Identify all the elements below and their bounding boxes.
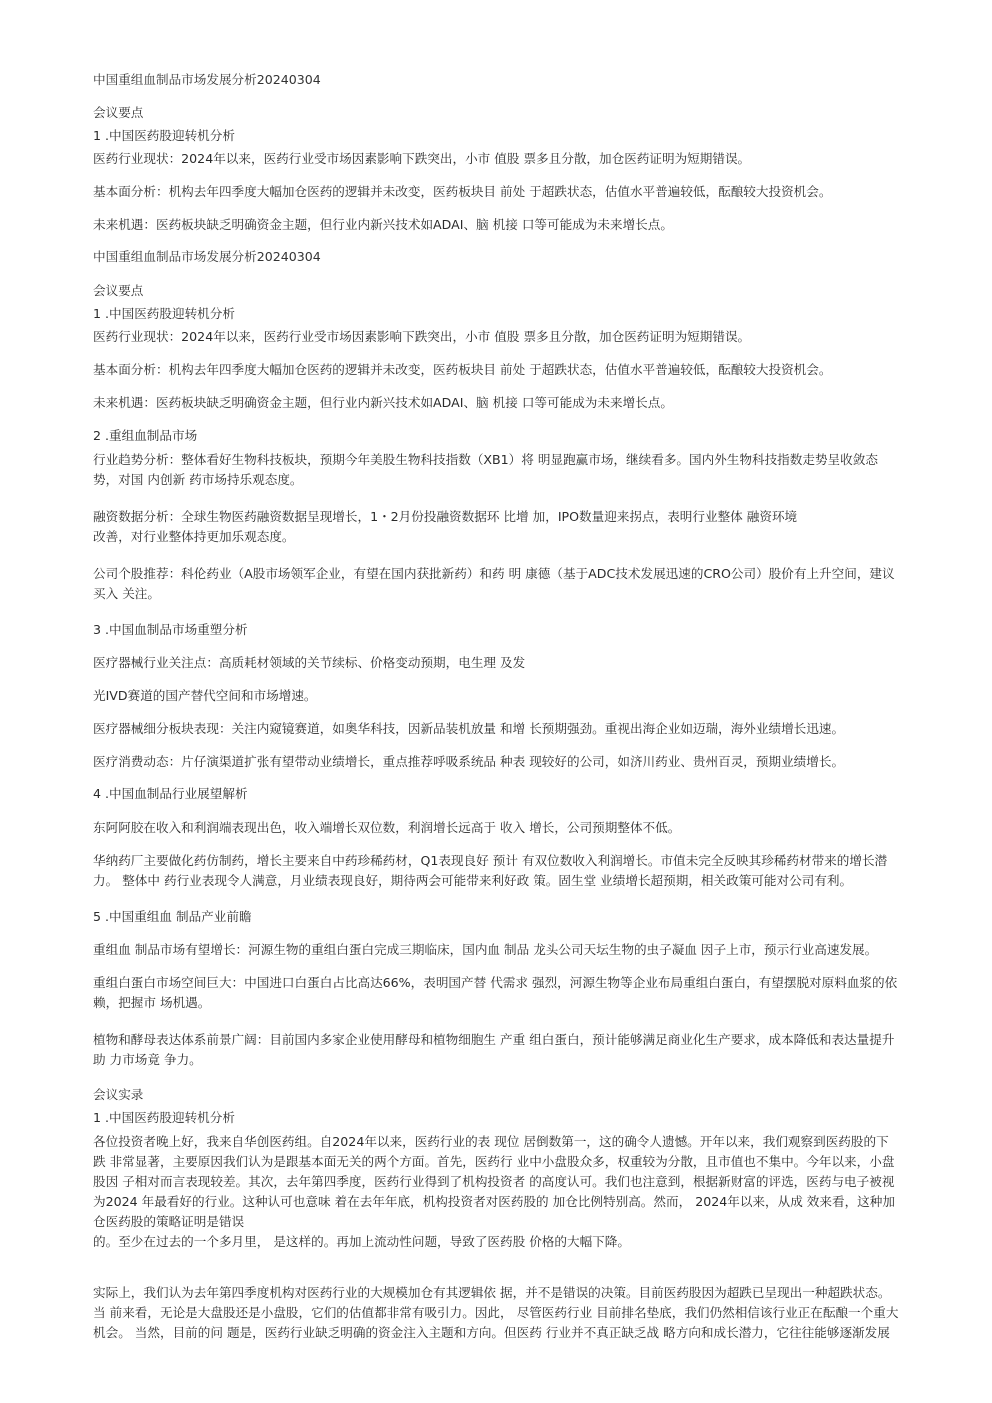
paragraph-line: 买入 关注。 [93,586,160,601]
paragraph-line: 实际上，我们认为去年第四季度机构对医药行业的大规模加仓有其逻辑依 据，并不是错误的决策。目前医药股因为超跌已呈现出一种超跌状态。 [93,1285,891,1300]
paragraph-device-segments: 医疗器械细分板块表现：关注内窥镜赛道，如奥华科技，因新品装机放量 和增 长预期强劲。重视出海企业如迈瑞，海外业绩增长迅速。 [93,721,845,736]
paragraph-line: 力。 整体中 药行业表现令人满意，月业绩表现良好，期待两会可能带来利好政 策。固生堂 业绩增长超预期，相关政策可能对公司有利。 [93,873,853,888]
paragraph-line: 改善，对行业整体持更加乐观态度。 [93,529,295,544]
paragraph-donge-ejiao: 东阿阿胶在收入和利润端表现出色，收入端增长双位数，利润增长远高于 收入 增长，公司预期整体不低。 [93,820,681,835]
paragraph-line: 植物和酵母表达体系前景广阔：目前国内多家企业使用酵母和植物细胞生 产重 组白蛋白，预计能够满足商业化生产要求，成本降低和表达量提升 [93,1032,895,1047]
paragraph-albumin-market [93,973,943,1013]
paragraph-device-focus: 医疗器械行业关注点：高质耗材领域的关节续标、价格变动预期，电生理 及发 [93,655,526,670]
paragraph-future-opportunities: 未来机遇：医药板块缺乏明确资金主题，但行业内新兴技术如ADAI、脑 机接 口等可能成为未来增长点。 [93,217,673,232]
paragraph-financing-data [93,507,943,547]
document-title: 中国重组血制品市场发展分析20240304 [93,72,321,87]
record-paragraph-1 [93,1132,943,1252]
paragraph-line: 的。至少在过去的一个多月里， 是这样的。再加上流动性问题，导致了医药股 价格的大幅下降。 [93,1234,630,1249]
section-heading-4: 4 .中国血制品行业展望解析 [93,786,248,801]
document-title-repeat: 中国重组血制品市场发展分析20240304 [93,249,321,264]
record-heading-1: 1 .中国医药股迎转机分析 [93,1110,235,1125]
paragraph-future-opportunities-repeat: 未来机遇：医药板块缺乏明确资金主题，但行业内新兴技术如ADAI、脑 机接 口等可能成为未来增长点。 [93,395,673,410]
paragraph-stock-recommendation [93,564,943,604]
paragraph-line: 重组白蛋白市场空间巨大：中国进口白蛋白占比高达66%，表明国产替 代需求 强烈，河源生物等企业布局重组白蛋白，有望摆脱对原料血浆的依 [93,975,898,990]
section-heading-2: 2 .重组血制品市场 [93,428,198,443]
paragraph-industry-status: 医药行业现状：2024年以来，医药行业受市场因素影响下跌突出，小市 值股 票多且分散，加仓医药证明为短期错误。 [93,151,751,166]
section-heading-1: 1 .中国医药股迎转机分析 [93,128,235,143]
section-heading-meeting-points-repeat: 会议要点 [93,283,144,298]
paragraph-line: 行业趋势分析：整体看好生物科技板块，预期今年美股生物科技指数（XB1）将 明显跑赢市场，继续看多。国内外生物科技指数走势呈收敛态 [93,452,878,467]
paragraph-line: 赖，把握市 场机遇。 [93,995,211,1010]
paragraph-line: 助 力市场竟 争力。 [93,1052,202,1067]
paragraph-fundamental-analysis: 基本面分析：机构去年四季度大幅加仓医药的逻辑并未改变，医药板块目 前处 于超跌状态，估值水平普遍较低，酝酿较大投资机会。 [93,184,832,199]
section-heading-meeting-record: 会议实录 [93,1087,144,1102]
paragraph-line: 当 前来看，无论是大盘股还是小盘股，它们的估值都非常有吸引力。因此， 尽管医药行业 目前排名垫底，我们仍然相信该行业正在酝酿一个重大 [93,1305,899,1320]
paragraph-expression-systems [93,1030,943,1070]
record-paragraph-2 [93,1283,943,1343]
paragraph-line: 机会。 当然，目前的问 题是，医药行业缺乏明确的资金注入主题和方向。但医药 行业并不真正缺乏战 略方向和成长潜力，它往往能够逐渐发展 [93,1325,890,1340]
paragraph-line: 跌 非常显著，主要原因我们认为是跟基本面无关的两个方面。首先，医药行 业中小盘股众多，权重较为分散，且市值也不集中。今年以来，小盘 [93,1154,895,1169]
paragraph-line: 各位投资者晚上好，我来自华创医药组。自2024年以来，医药行业的表 现位 居倒数第一，这的确令人遗憾。开年以来，我们观察到医药股的下 [93,1134,889,1149]
paragraph-line: 公司个股推荐：科伦药业（A股市场领军企业，有望在国内获批新药）和药 明 康德（基于ADC技术发展迅速的CRO公司）股价有上升空间，建议 [93,566,895,581]
paragraph-line: 融资数据分析：全球生物医药融资数据呈现增长，1・2月份投融资数据环 比增 加，IPO数量迎来拐点，表明行业整体 融资环境 [93,509,798,524]
paragraph-fundamental-analysis-repeat: 基本面分析：机构去年四季度大幅加仓医药的逻辑并未改变，医药板块目 前处 于超跌状态，估值水平普遍较低，酝酿较大投资机会。 [93,362,832,377]
section-heading-3: 3 .中国血制品市场重塑分析 [93,622,248,637]
paragraph-industry-status-repeat: 医药行业现状：2024年以来，医药行业受市场因素影响下跌突出，小市 值股 票多且分散，加仓医药证明为短期错误。 [93,329,751,344]
section-heading-5: 5 .中国重组血 制品产业前瞻 [93,909,252,924]
section-heading-1-repeat: 1 .中国医药股迎转机分析 [93,306,235,321]
paragraph-line: 仓医药股的策略证明是错误 [93,1214,245,1229]
paragraph-line: 势，对国 内创新 药市场持乐观态度。 [93,472,303,487]
paragraph-line: 股因 子相对而言表现较差。其次，去年第四季度，医药行业得到了机构投资者 的高度认可。我们也注意到，根据新财富的评选，医药与电子被视 [93,1174,895,1189]
paragraph-huana-pharma [93,851,943,891]
paragraph-industry-trend [93,450,943,490]
paragraph-ivd-track: 光IVD赛道的国产替代空间和市场增速。 [93,688,317,703]
paragraph-line: 为2024 年最看好的行业。这种认可也意味 着在去年年底，机构投资者对医药股的 加仓比例特别高。然而， 2024年以来，从成 效来看，这种加 [93,1194,895,1209]
paragraph-recombinant-growth: 重组血 制品市场有望增长：河源生物的重组白蛋白完成三期临床，国内血 制品 龙头公司天坛生物的虫子凝血 因子上市，预示行业高速发展。 [93,942,878,957]
paragraph-line: 华纳药厂主要做化药仿制药，增长主要来自中药珍稀药材，Q1表现良好 预计 有双位数收入利润增长。市值未完全反映其珍稀药材带来的增长潜 [93,853,888,868]
section-heading-meeting-points: 会议要点 [93,105,144,120]
paragraph-medical-consumption: 医疗消费动态：片仔演渠道扩张有望带动业绩增长，重点推荐呼吸系统品 种表 现较好的公司，如济川药业、贵州百灵，预期业绩增长。 [93,754,845,769]
